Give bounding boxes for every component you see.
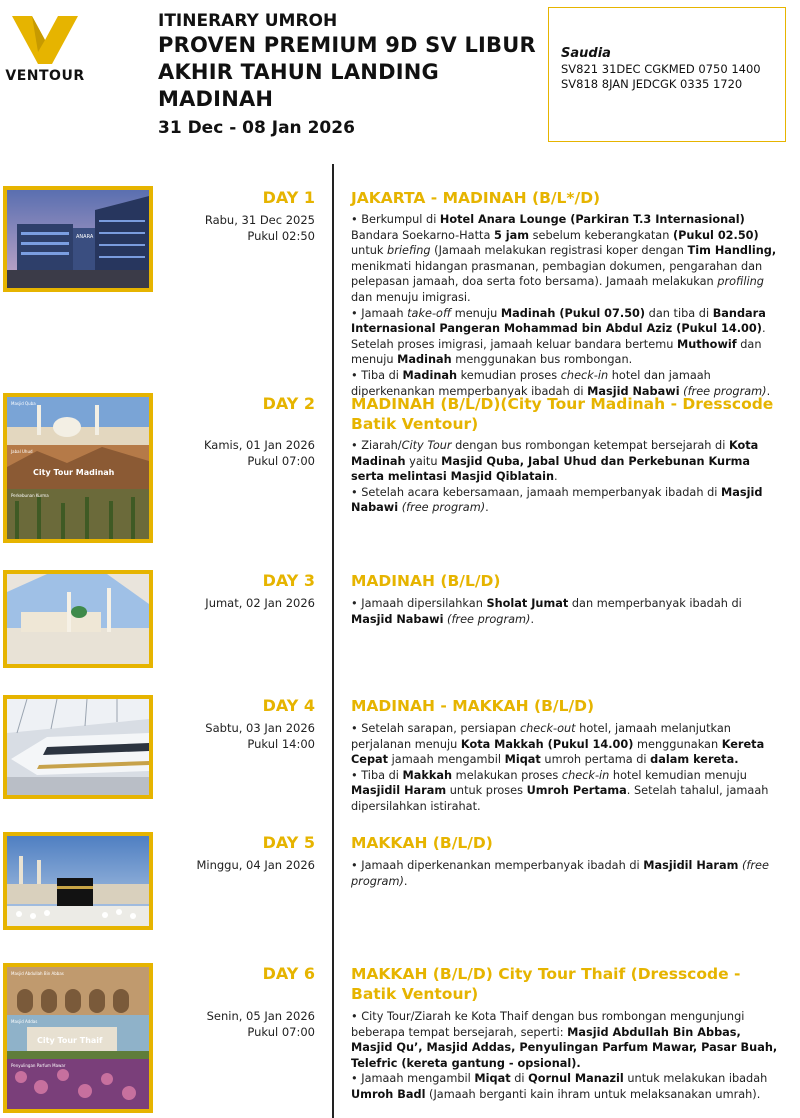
ventour-v-icon [10, 14, 80, 66]
day-6-description [351, 1009, 783, 1103]
day-3-date [160, 596, 315, 612]
day-1-point-1: • Berkumpul di Hotel Anara Lounge (Parkiran T.3 Internasional) Bandara Soekarno-Hatta 5 jam sebelum keberangkatan (Pukul 02.50) untuk briefing (Jamaah melakukan registrasi koper dengan Tim Handling, menikmati hidangan prasmanan, pembagian dokumen, pengarahan dan pelepasan jamaah, doa serta foto bersama). Jamaah melakukan profiling dan menuju imigrasi. [351, 213, 777, 304]
collage-label-kurma: Perkebunan Kurma [11, 493, 49, 498]
day-3-date-text: Jumat, 02 Jan 2026 [205, 596, 315, 610]
flight-info-box [548, 7, 786, 142]
brand-name: VENTOUR [5, 68, 85, 84]
day-2-title: MADINAH (B/L/D)(City Tour Madinah - Dresscode Batik Ventour) [351, 395, 774, 433]
city-tour-madinah-collage-image [7, 397, 149, 539]
day-4-point-2: • Tiba di Makkah melakukan proses check-in hotel kemudian menuju Masjidil Haram untuk proses Umroh Pertama. Setelah tahalul, jamaah dipersilahkan istirahat. [351, 768, 769, 813]
day-2-date [160, 438, 315, 469]
day-1-point-2: • Jamaah take-off menuju Madinah (Pukul 07.50) dan tiba di Bandara Internasional Pangeran Mohammad bin Abdul Aziz (Pukul 14.00). Setelah proses imigrasi, jamaah keluar bandara bertemu Muthowif dan menuju Madinah menggunakan bus rombongan. [351, 306, 766, 367]
masjid-nabawi-image [7, 574, 149, 664]
collage-label-parfum-mawar: Penyulingan Parfum Mawar [11, 1063, 66, 1068]
day-1-image [3, 186, 153, 292]
day-3-point-1: • Jamaah dipersilahkan Sholat Jumat dan memperbanyak ibadah di Masjid Nabawi (free program). [351, 597, 742, 626]
day-1-title: JAKARTA - MADINAH (B/L*/D) [351, 189, 601, 207]
day-6-point-1: • City Tour/Ziarah ke Kota Thaif dengan bus rombongan mengunjungi beberapa tempat bersejarah, seperti: Masjid Abdullah Bin Abbas, Masjid Qu’, Masjid Addas, Penyulingan Parfum Mawar, Pasar Buah, Telefric (kereta gantung - opsional). [351, 1010, 778, 1070]
day-5-image [3, 832, 153, 930]
collage-label-uhud: Jabal Uhud [11, 449, 33, 454]
day-5-date [160, 858, 315, 874]
high-speed-train-image [7, 699, 149, 795]
day-4-title: MADINAH - MAKKAH (B/L/D) [351, 697, 595, 715]
day-6-label: DAY 6 [262, 964, 315, 983]
day-4-image [3, 695, 153, 799]
day-4-date [160, 721, 315, 752]
day-1-date [160, 213, 315, 244]
hotel-building-image [7, 190, 149, 288]
day-6-point-2: • Jamaah mengambil Miqat di Qornul Manazil untuk melakukan ibadah Umroh Badl (Jamaah berganti kain ihram untuk melaksanakan umrah). [351, 1072, 768, 1101]
day-3-title: MADINAH (B/L/D) [351, 572, 501, 590]
day-2-time-text: Pukul 07:00 [247, 453, 315, 468]
day-4-description [351, 721, 783, 815]
package-title-line-2: AKHIR TAHUN LANDING [158, 60, 439, 84]
day-5-date-text: Minggu, 04 Jan 2026 [196, 858, 315, 872]
day-1-label: DAY 1 [262, 188, 315, 207]
flight-return: SV818 8JAN JEDCGK 0335 1720 [561, 77, 743, 91]
itinerary-title-block [158, 10, 538, 141]
kaaba-image [7, 836, 149, 926]
collage-title-city-tour-thaif: City Tour Thaif [37, 1036, 103, 1045]
day-6-title: MAKKAH (B/L/D) City Tour Thaif (Dresscode - Batik Ventour) [351, 965, 741, 1003]
day-2-point-2: • Setelah acara kebersamaan, jamaah memperbanyak ibadah di Masjid Nabawi (free program). [351, 485, 763, 515]
flight-outbound: SV821 31DEC CGKMED 0750 1400 [561, 62, 761, 76]
day-3-label: DAY 3 [262, 571, 315, 590]
day-1-time-text: Pukul 02:50 [247, 228, 315, 243]
collage-label-abdullah-bin-abbas: Masjid Abdullah Bin Abbas [11, 971, 64, 976]
day-3-image [3, 570, 153, 668]
day-5-point-1: • Jamaah diperkenankan memperbanyak ibadah di Masjidil Haram (free program). [351, 859, 769, 888]
itinerary-label: ITINERARY UMROH [158, 11, 338, 31]
day-6-date-text: Senin, 05 Jan 2026 [206, 1009, 315, 1023]
city-tour-thaif-collage-image [7, 967, 149, 1109]
day-2-label: DAY 2 [262, 394, 315, 413]
day-5-label: DAY 5 [262, 833, 315, 852]
day-4-date-text: Sabtu, 03 Jan 2026 [205, 721, 315, 735]
day-5-title: MAKKAH (B/L/D) [351, 834, 493, 852]
day-4-label: DAY 4 [262, 696, 315, 715]
ventour-logo [5, 14, 85, 84]
day-1-point-3: • Tiba di Madinah kemudian proses check-in hotel dan jamaah diperkenankan memperbanyak ibadah di Masjid Nabawi (free program). [351, 368, 771, 398]
collage-title-city-tour: City Tour Madinah [33, 468, 115, 477]
day-5-description [351, 858, 783, 889]
day-2-description [351, 438, 783, 516]
collage-label-quba: Masjid Quba [11, 401, 36, 406]
package-title-line-3: MADINAH [158, 87, 274, 111]
day-4-time-text: Pukul 14:00 [247, 736, 315, 751]
day-1-description [351, 212, 783, 399]
collage-label-addas: Masjid Addas [11, 1019, 38, 1024]
day-6-time-text: Pukul 07:00 [247, 1024, 315, 1039]
travel-dates: 31 Dec - 08 Jan 2026 [158, 118, 355, 138]
hotel-sign-text: ANARA [76, 234, 94, 240]
day-2-image [3, 393, 153, 543]
day-3-description [351, 596, 783, 627]
airline-name: Saudia [561, 46, 611, 61]
day-1-date-text: Rabu, 31 Dec 2025 [204, 213, 315, 227]
day-6-image [3, 963, 153, 1113]
day-2-point-1: • Ziarah/City Tour dengan bus rombongan ketempat bersejarah di Kota Madinah yaitu Masjid Quba, Jabal Uhud dan Perkebunan Kurma serta melintasi Masjid Qiblatain. [351, 439, 759, 484]
day-6-date [160, 1009, 315, 1040]
day-2-date-text: Kamis, 01 Jan 2026 [203, 438, 315, 452]
timeline-divider [332, 164, 334, 1118]
day-4-point-1: • Setelah sarapan, persiapan check-out hotel, jamaah melanjutkan perjalanan menuju Kota Makkah (Pukul 14.00) menggunakan Kereta Cepat jamaah mengambil Miqat umroh pertama di dalam kereta. [351, 722, 765, 767]
package-title-line-1: PROVEN PREMIUM 9D SV LIBUR [158, 33, 536, 57]
